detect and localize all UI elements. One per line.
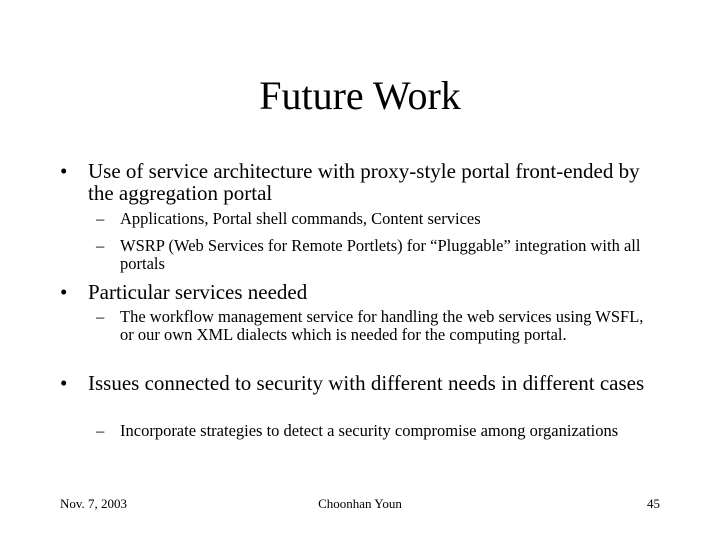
sub-bullet-item xyxy=(96,422,656,440)
bullet-mark: • xyxy=(60,159,68,183)
sub-bullet-item xyxy=(96,210,656,228)
bullet-item xyxy=(60,281,660,303)
bullet-item xyxy=(60,160,660,204)
sub-bullet-mark: – xyxy=(96,307,105,326)
bullet-text: Issues connected to security with different needs in different cases xyxy=(88,371,645,395)
sub-bullet-item xyxy=(96,308,656,344)
footer-author: Choonhan Youn xyxy=(318,496,402,511)
bullet-text: Use of service architecture with proxy-style portal front-ended by the aggregation portal xyxy=(88,159,640,205)
sub-bullet-mark: – xyxy=(96,209,105,228)
footer-date: Nov. 7, 2003 xyxy=(60,496,128,511)
sub-bullet-text: Applications, Portal shell commands, Content services xyxy=(120,209,481,228)
sub-bullet-text: The workflow management service for handling the web services using WSFL, or our own XML dialects which is needed for the computing portal. xyxy=(120,307,644,344)
sub-bullet-text: WSRP (Web Services for Remote Portlets) for “Pluggable” integration with all portals xyxy=(120,236,641,273)
footer-page-number: 45 xyxy=(647,496,660,511)
sub-bullet-text: Incorporate strategies to detect a security compromise among organizations xyxy=(120,421,619,440)
slide-title: Future Work xyxy=(259,73,461,118)
bullet-mark: • xyxy=(60,280,68,304)
sub-bullet-mark: – xyxy=(96,421,105,440)
bullet-mark: • xyxy=(60,371,68,395)
bullet-text: Particular services needed xyxy=(88,280,308,304)
sub-bullet-item xyxy=(96,237,656,273)
bullet-item xyxy=(60,372,660,394)
sub-bullet-mark: – xyxy=(96,236,105,255)
